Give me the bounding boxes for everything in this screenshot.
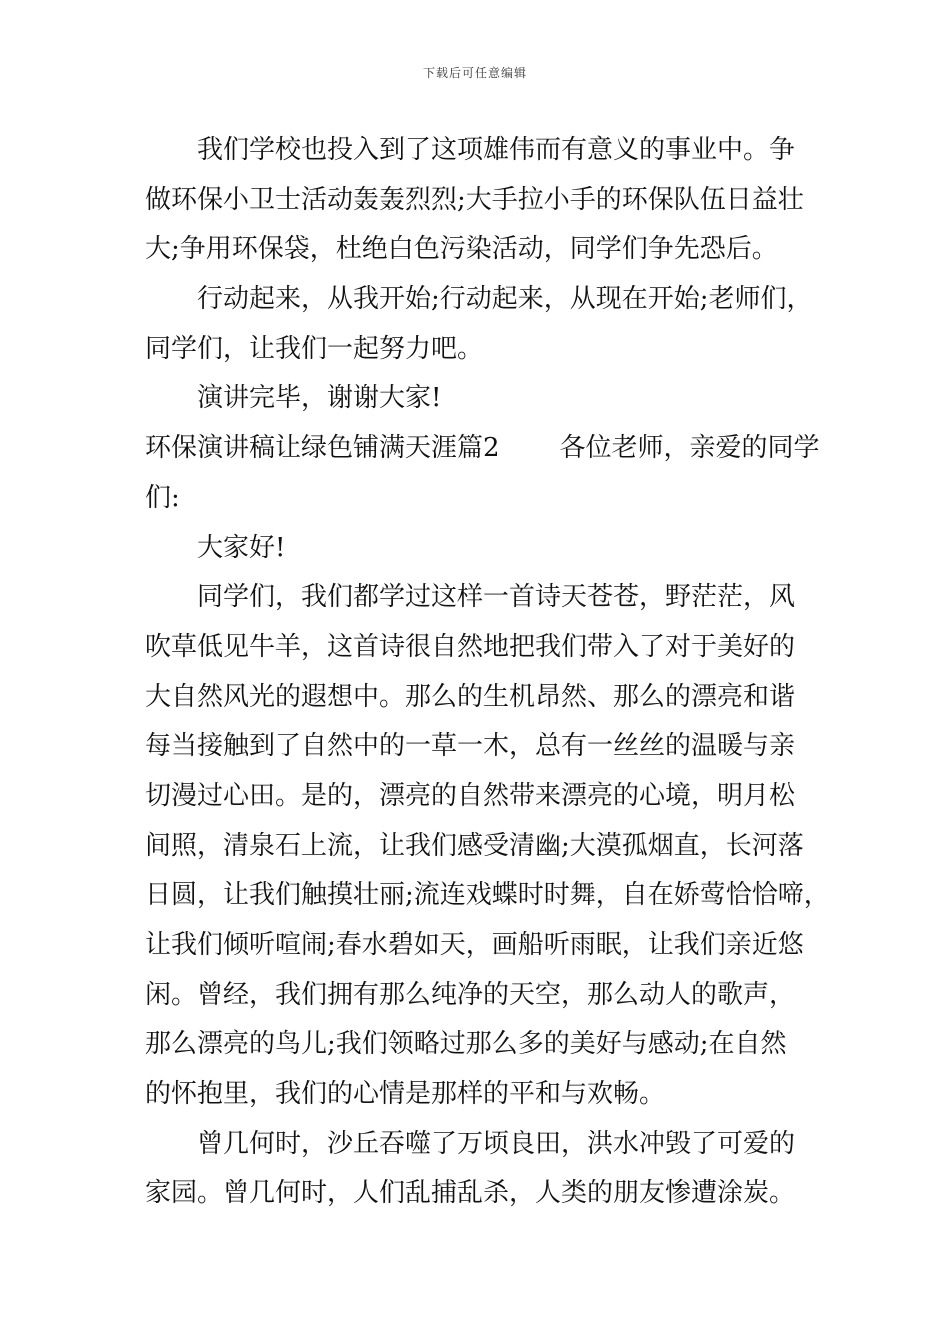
salutation-text: 各位老师，亲爱的同学 xyxy=(559,433,820,464)
paragraph-line: 家园。曾几何时，人们乱捕乱杀，人类的朋友惨遭涂炭。 xyxy=(145,1178,796,1209)
paragraph-line: 演讲完毕，谢谢大家! xyxy=(197,383,442,414)
paragraph-line: 那么漂亮的鸟儿;我们领略过那么多的美好与感动;在自然 xyxy=(145,1029,787,1060)
paragraph-line: 们: xyxy=(145,482,180,513)
paragraph-line: 的怀抱里，我们的心情是那样的平和与欢畅。 xyxy=(145,1079,666,1110)
greeting-line: 大家好! xyxy=(197,532,286,563)
paragraph-line: 切漫过心田。是的，漂亮的自然带来漂亮的心境，明月松 xyxy=(145,780,796,811)
section-heading-line xyxy=(145,424,835,474)
paragraph-line: 同学们，我们都学过这样一首诗天苍苍，野茫茫，风 xyxy=(197,582,796,613)
paragraph-line: 曾几何时，沙丘吞噬了万顷良田，洪水冲毁了可爱的 xyxy=(197,1128,796,1159)
paragraph-line: 做环保小卫士活动轰轰烈烈;大手拉小手的环保队伍日益壮 xyxy=(145,184,804,215)
paragraph-line: 间照，清泉石上流，让我们感受清幽;大漠孤烟直，长河落 xyxy=(145,830,804,861)
paragraph-line: 行动起来，从我开始;行动起来，从现在开始;老师们， xyxy=(197,284,813,315)
body-text xyxy=(145,126,835,1219)
paragraph-line: 大;争用环保袋，杜绝白色污染活动，同学们争先恐后。 xyxy=(145,234,778,265)
paragraph-line: 大自然风光的遐想中。那么的生机昂然、那么的漂亮和谐 xyxy=(145,681,796,712)
paragraph-line: 日圆，让我们触摸壮丽;流连戏蝶时时舞，自在娇莺恰恰啼， xyxy=(145,880,830,911)
paragraph-line: 闲。曾经，我们拥有那么纯净的天空，那么动人的歌声， xyxy=(145,979,796,1010)
paragraph-line: 让我们倾听喧闹;春水碧如天，画船听雨眠，让我们亲近悠 xyxy=(145,930,804,960)
header-note: 下载后可任意编辑 xyxy=(422,66,527,80)
paragraph-line: 每当接触到了自然中的一草一木，总有一丝丝的温暖与亲 xyxy=(145,731,796,762)
paragraph-line: 同学们，让我们一起努力吧。 xyxy=(145,333,484,364)
section-title: 环保演讲稿让绿色铺满天涯篇2 xyxy=(145,433,500,464)
paragraph-line: 吹草低见牛羊，这首诗很自然地把我们带入了对于美好的 xyxy=(145,631,796,662)
paragraph-line: 我们学校也投入到了这项雄伟而有意义的事业中。争 xyxy=(197,135,796,165)
